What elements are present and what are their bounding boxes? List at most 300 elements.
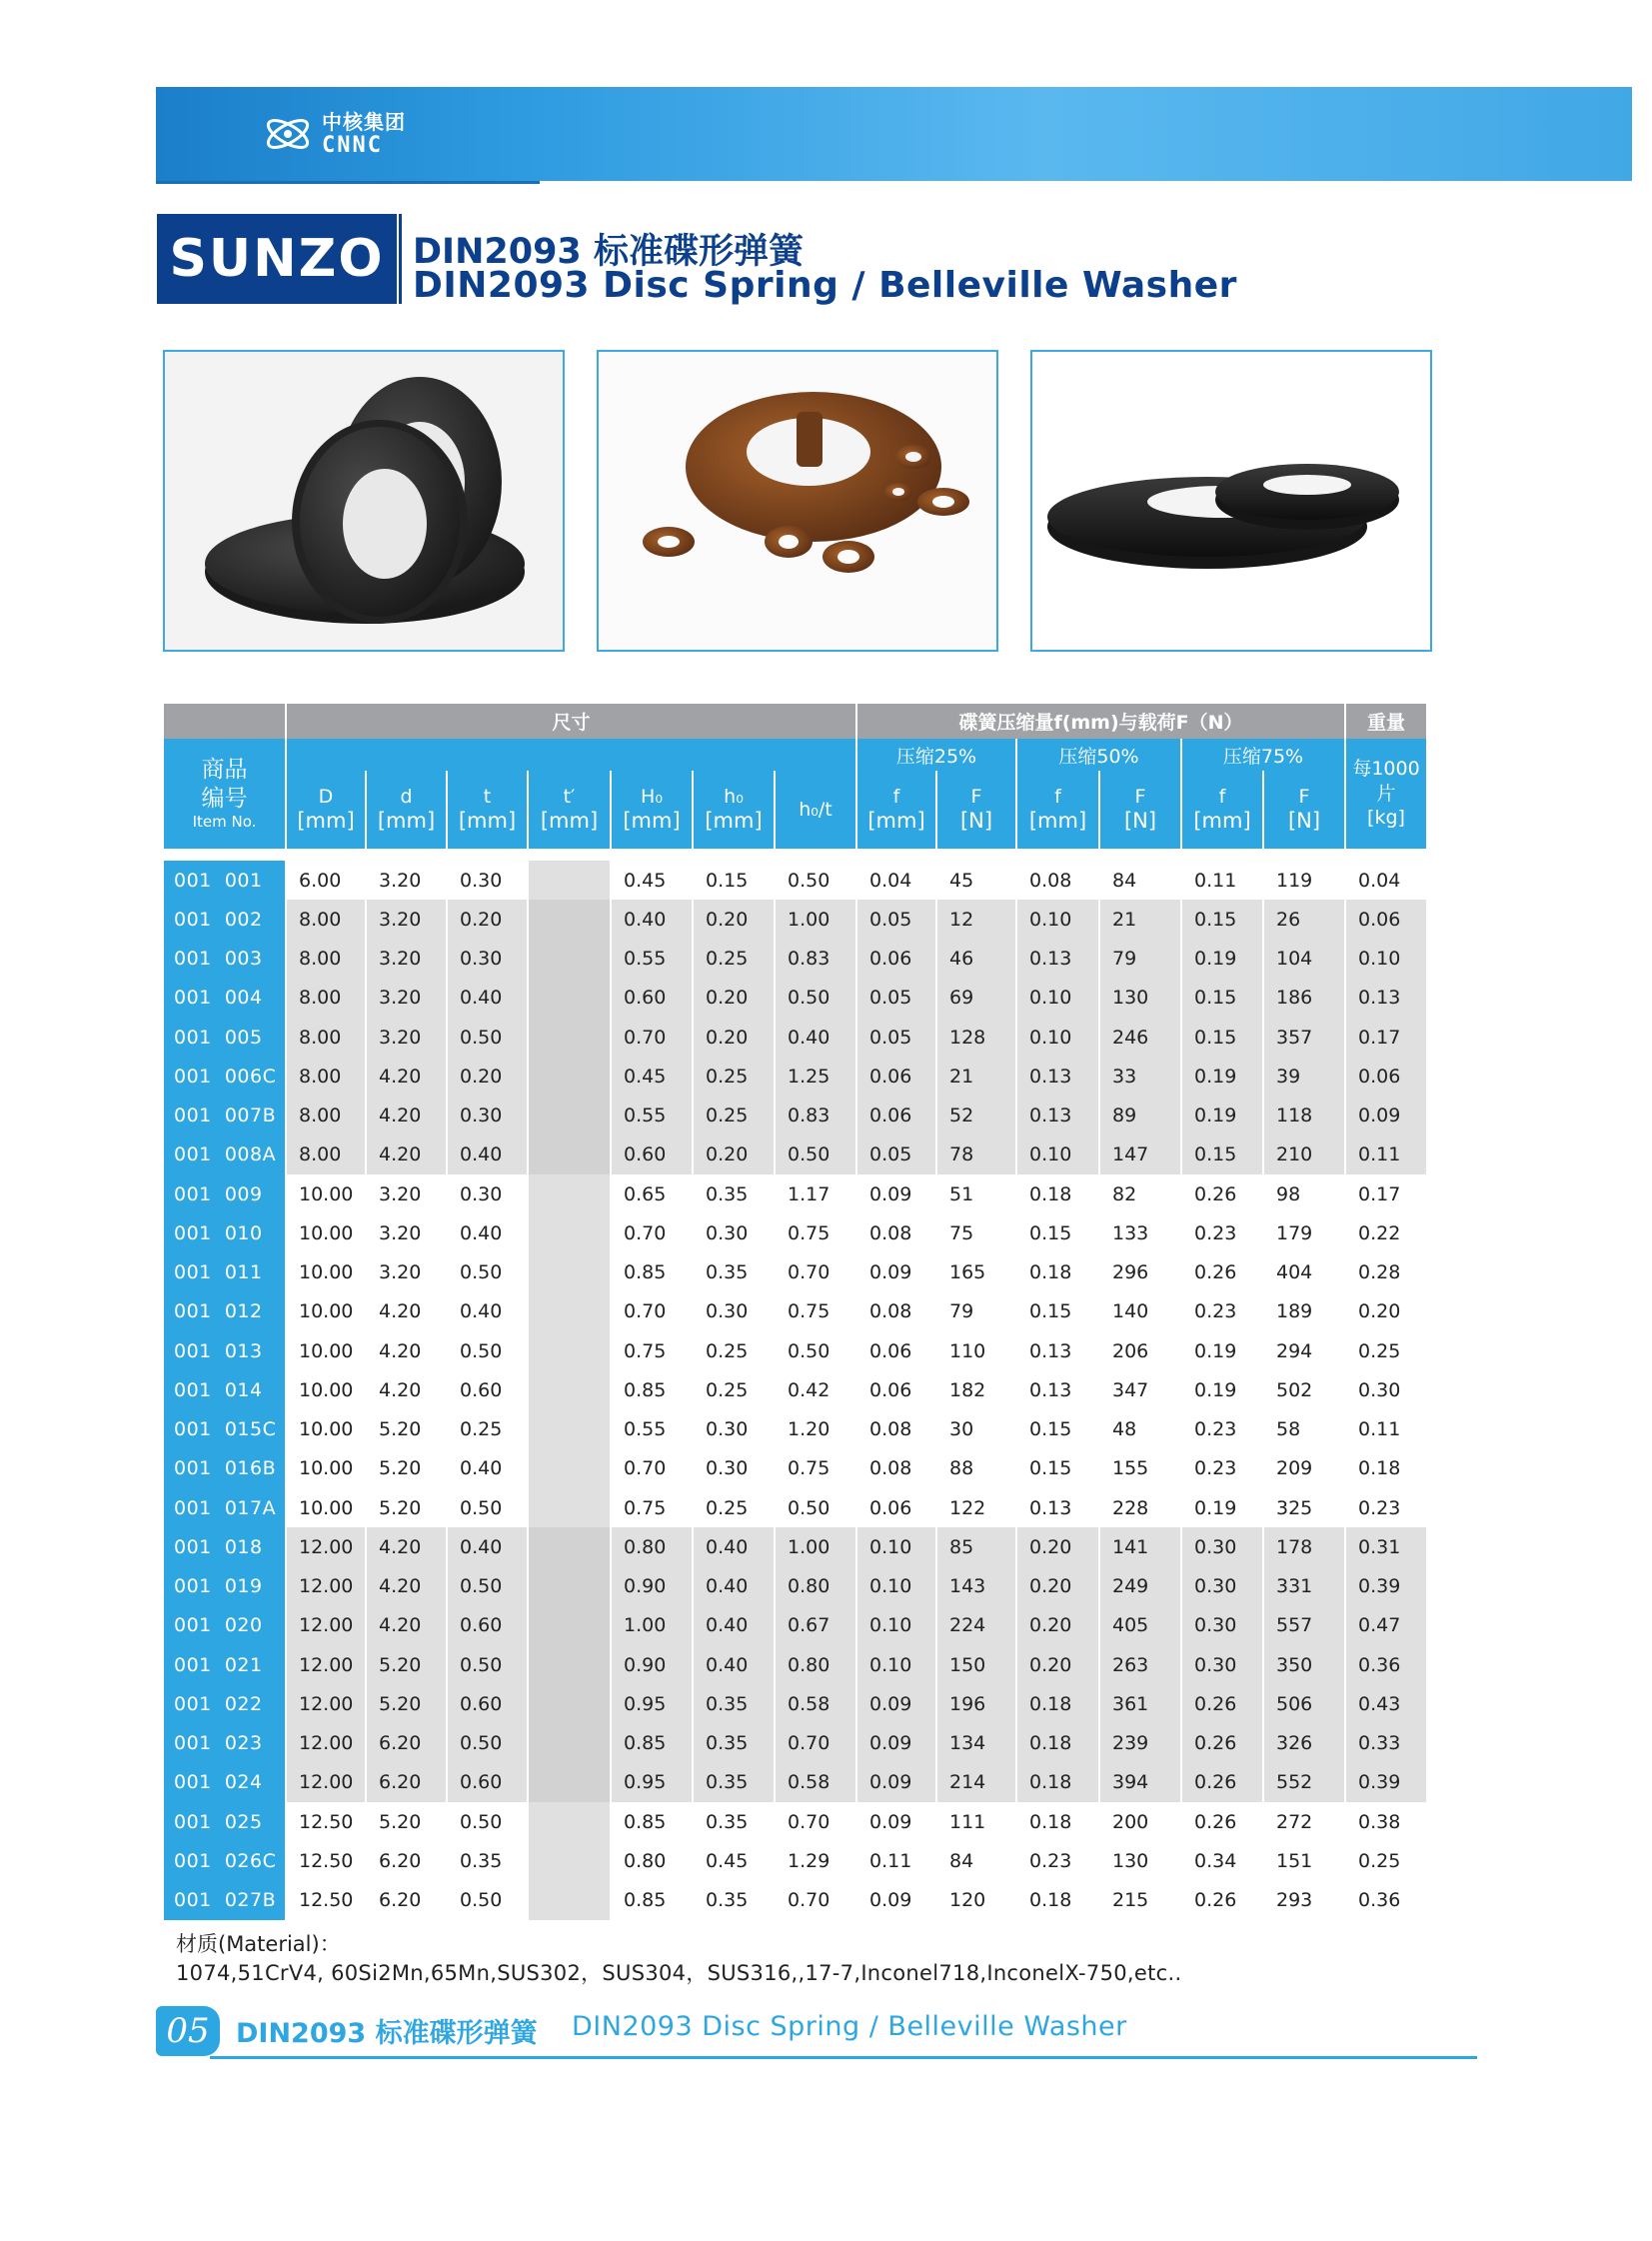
value-cell: 0.36	[1345, 1645, 1427, 1684]
value-cell: 0.60	[447, 1606, 528, 1645]
header-blank	[164, 704, 286, 739]
value-cell: 0.18	[1016, 1684, 1099, 1723]
value-cell: 296	[1099, 1253, 1181, 1292]
value-cell: 357	[1263, 1018, 1345, 1057]
material-list: 1074,51CrV4, 60Si2Mn,65Mn,SUS302，SUS304，SUS316,,17-7,Inconel718,InconelX-750,etc..	[176, 1961, 1182, 1985]
value-cell: 12.50	[286, 1881, 366, 1920]
value-cell: 214	[936, 1763, 1016, 1802]
value-cell: 0.18	[1016, 1763, 1099, 1802]
value-cell: 0.40	[775, 1018, 856, 1057]
item-number-cell: 001 021	[164, 1645, 286, 1684]
value-cell: 0.09	[856, 1802, 936, 1841]
value-cell: 12.00	[286, 1606, 366, 1645]
value-cell: 128	[936, 1018, 1016, 1057]
value-cell: 3.20	[366, 1213, 447, 1252]
col-header-unit: [N]	[1287, 808, 1321, 833]
value-cell: 0.42	[775, 1370, 856, 1409]
value-cell: 4.20	[366, 1057, 447, 1096]
value-cell: 0.55	[611, 1410, 693, 1449]
tprime-cell	[528, 1488, 611, 1527]
value-cell: 0.20	[693, 1135, 775, 1174]
value-cell: 0.80	[775, 1567, 856, 1606]
value-cell: 3.20	[366, 900, 447, 939]
item-number-cell: 001 007B	[164, 1097, 286, 1135]
value-cell: 228	[1099, 1488, 1181, 1527]
value-cell: 0.39	[1345, 1567, 1427, 1606]
value-cell: 1.00	[611, 1606, 693, 1645]
value-cell: 0.50	[447, 1253, 528, 1292]
header-size-sub	[286, 739, 856, 771]
value-cell: 0.55	[611, 1097, 693, 1135]
value-cell: 0.50	[775, 1488, 856, 1527]
col-header-name: D	[318, 786, 334, 808]
value-cell: 0.40	[693, 1645, 775, 1684]
value-cell: 8.00	[286, 900, 366, 939]
tprime-cell	[528, 1841, 611, 1880]
value-cell: 78	[936, 1135, 1016, 1174]
value-cell: 0.08	[856, 1213, 936, 1252]
value-cell: 0.20	[1016, 1567, 1099, 1606]
value-cell: 12.00	[286, 1684, 366, 1723]
value-cell: 0.50	[447, 1802, 528, 1841]
value-cell: 0.20	[1016, 1606, 1099, 1645]
value-cell: 3.20	[366, 1174, 447, 1213]
col-header-name: F	[1298, 786, 1310, 808]
value-cell: 0.40	[447, 1213, 528, 1252]
table-row	[164, 1488, 1427, 1527]
value-cell: 361	[1099, 1684, 1181, 1723]
value-cell: 0.40	[611, 900, 693, 939]
value-cell: 0.20	[693, 979, 775, 1018]
value-cell: 0.58	[775, 1763, 856, 1802]
value-cell: 0.70	[611, 1213, 693, 1252]
value-cell: 0.70	[611, 1292, 693, 1331]
value-cell: 0.15	[1016, 1449, 1099, 1488]
col-header-unit: [N]	[1123, 808, 1157, 833]
value-cell: 165	[936, 1253, 1016, 1292]
value-cell: 0.80	[611, 1841, 693, 1880]
value-cell: 6.20	[366, 1763, 447, 1802]
value-cell: 0.25	[693, 1331, 775, 1370]
value-cell: 1.29	[775, 1841, 856, 1880]
value-cell: 0.75	[611, 1331, 693, 1370]
col-header-unit: [mm]	[540, 808, 599, 833]
value-cell: 0.13	[1016, 1488, 1099, 1527]
value-cell: 79	[936, 1292, 1016, 1331]
value-cell: 404	[1263, 1253, 1345, 1292]
table-row	[164, 1527, 1427, 1566]
col-header-name: f	[1054, 786, 1061, 808]
value-cell: 122	[936, 1488, 1016, 1527]
header-weight-group: 重量	[1345, 704, 1427, 739]
value-cell: 209	[1263, 1449, 1345, 1488]
value-cell: 0.10	[856, 1645, 936, 1684]
value-cell: 4.20	[366, 1331, 447, 1370]
value-cell: 111	[936, 1802, 1016, 1841]
value-cell: 0.04	[1345, 861, 1427, 900]
value-cell: 326	[1263, 1724, 1345, 1763]
value-cell: 0.40	[693, 1567, 775, 1606]
value-cell: 6.20	[366, 1724, 447, 1763]
col-header-11	[1181, 771, 1263, 849]
value-cell: 30	[936, 1410, 1016, 1449]
value-cell: 33	[1099, 1057, 1181, 1096]
value-cell: 506	[1263, 1684, 1345, 1723]
value-cell: 0.15	[1181, 1135, 1263, 1174]
value-cell: 10.00	[286, 1410, 366, 1449]
table-row	[164, 1841, 1427, 1880]
value-cell: 10.00	[286, 1331, 366, 1370]
value-cell: 84	[1099, 861, 1181, 900]
value-cell: 0.05	[856, 900, 936, 939]
value-cell: 0.50	[447, 1881, 528, 1920]
col-header-unit: [mm]	[1028, 808, 1087, 833]
value-cell: 12.50	[286, 1841, 366, 1880]
value-cell: 0.08	[856, 1292, 936, 1331]
value-cell: 8.00	[286, 940, 366, 979]
table-row	[164, 1213, 1427, 1252]
value-cell: 1.17	[775, 1174, 856, 1213]
item-number-cell: 001 004	[164, 979, 286, 1018]
value-cell: 0.85	[611, 1253, 693, 1292]
cnnc-logo	[262, 107, 406, 161]
value-cell: 8.00	[286, 979, 366, 1018]
value-cell: 0.25	[693, 1488, 775, 1527]
value-cell: 347	[1099, 1370, 1181, 1409]
value-cell: 0.20	[693, 1018, 775, 1057]
value-cell: 39	[1263, 1057, 1345, 1096]
value-cell: 0.06	[856, 1331, 936, 1370]
value-cell: 0.09	[856, 1174, 936, 1213]
logo-cn-text: 中核集团	[322, 109, 406, 134]
value-cell: 0.70	[775, 1253, 856, 1292]
tprime-cell	[528, 1684, 611, 1723]
value-cell: 0.20	[1345, 1292, 1427, 1331]
atom-logo-icon	[262, 110, 314, 158]
item-number-cell: 001 016B	[164, 1449, 286, 1488]
tprime-cell	[528, 979, 611, 1018]
value-cell: 1.20	[775, 1410, 856, 1449]
item-number-cell: 001 017A	[164, 1488, 286, 1527]
value-cell: 3.20	[366, 979, 447, 1018]
value-cell: 0.40	[447, 979, 528, 1018]
value-cell: 182	[936, 1370, 1016, 1409]
value-cell: 0.50	[447, 1331, 528, 1370]
tprime-cell	[528, 1370, 611, 1409]
tprime-cell	[528, 900, 611, 939]
value-cell: 502	[1263, 1370, 1345, 1409]
value-cell: 0.17	[1345, 1174, 1427, 1213]
value-cell: 147	[1099, 1135, 1181, 1174]
value-cell: 4.20	[366, 1097, 447, 1135]
col-header-unit: [mm]	[867, 808, 925, 833]
tprime-cell	[528, 1253, 611, 1292]
value-cell: 0.25	[693, 940, 775, 979]
value-cell: 0.95	[611, 1684, 693, 1723]
value-cell: 0.30	[1181, 1567, 1263, 1606]
value-cell: 0.17	[1345, 1018, 1427, 1057]
value-cell: 0.23	[1345, 1488, 1427, 1527]
value-cell: 0.50	[447, 1018, 528, 1057]
value-cell: 1.25	[775, 1057, 856, 1096]
value-cell: 0.20	[1016, 1645, 1099, 1684]
col-header-4	[611, 771, 693, 849]
table-row	[164, 1018, 1427, 1057]
value-cell: 69	[936, 979, 1016, 1018]
value-cell: 0.09	[856, 1724, 936, 1763]
value-cell: 215	[1099, 1881, 1181, 1920]
value-cell: 0.13	[1016, 1370, 1099, 1409]
value-cell: 0.08	[856, 1410, 936, 1449]
header-weight-line1: 每1000	[1352, 757, 1420, 780]
material-label: 材质(Material)：	[176, 1932, 341, 1956]
col-header-5	[693, 771, 775, 849]
value-cell: 0.11	[1345, 1410, 1427, 1449]
value-cell: 0.09	[1345, 1097, 1427, 1135]
value-cell: 0.18	[1016, 1802, 1099, 1841]
value-cell: 0.90	[611, 1645, 693, 1684]
value-cell: 0.35	[693, 1684, 775, 1723]
item-number-cell: 001 011	[164, 1253, 286, 1292]
value-cell: 0.75	[775, 1213, 856, 1252]
value-cell: 0.50	[775, 1331, 856, 1370]
value-cell: 0.25	[447, 1410, 528, 1449]
value-cell: 10.00	[286, 1174, 366, 1213]
table-row	[164, 1724, 1427, 1763]
col-header-unit: [mm]	[297, 808, 355, 833]
table-row	[164, 1135, 1427, 1174]
table-row	[164, 1645, 1427, 1684]
value-cell: 0.18	[1345, 1449, 1427, 1488]
col-header-8	[936, 771, 1016, 849]
value-cell: 0.10	[1016, 1018, 1099, 1057]
value-cell: 85	[936, 1527, 1016, 1566]
value-cell: 178	[1263, 1527, 1345, 1566]
value-cell: 3.20	[366, 861, 447, 900]
value-cell: 0.47	[1345, 1606, 1427, 1645]
value-cell: 0.06	[1345, 1057, 1427, 1096]
item-number-cell: 001 001	[164, 861, 286, 900]
value-cell: 0.15	[1016, 1292, 1099, 1331]
tprime-cell	[528, 1449, 611, 1488]
header-comp75: 压缩75%	[1181, 739, 1345, 771]
value-cell: 0.45	[611, 861, 693, 900]
page-number: 05	[156, 2006, 220, 2056]
value-cell: 21	[1099, 900, 1181, 939]
col-header-name: t′	[563, 786, 576, 808]
value-cell: 0.15	[1181, 900, 1263, 939]
value-cell: 0.50	[447, 1645, 528, 1684]
value-cell: 0.60	[447, 1684, 528, 1723]
table-row	[164, 1763, 1427, 1802]
tprime-cell	[528, 861, 611, 900]
value-cell: 0.30	[447, 861, 528, 900]
value-cell: 3.20	[366, 1018, 447, 1057]
tprime-cell	[528, 1527, 611, 1566]
value-cell: 0.70	[775, 1881, 856, 1920]
value-cell: 246	[1099, 1018, 1181, 1057]
value-cell: 0.30	[1181, 1645, 1263, 1684]
value-cell: 0.30	[693, 1292, 775, 1331]
table-row	[164, 979, 1427, 1018]
header-size-group: 尺寸	[286, 704, 856, 739]
value-cell: 133	[1099, 1213, 1181, 1252]
value-cell: 405	[1099, 1606, 1181, 1645]
value-cell: 189	[1263, 1292, 1345, 1331]
item-number-cell: 001 025	[164, 1802, 286, 1841]
value-cell: 4.20	[366, 1370, 447, 1409]
banner-edge	[156, 181, 540, 184]
tprime-cell	[528, 1724, 611, 1763]
header-item-en: Item No.	[192, 813, 257, 832]
value-cell: 12	[936, 900, 1016, 939]
col-header-unit: [mm]	[705, 808, 763, 833]
value-cell: 5.20	[366, 1488, 447, 1527]
value-cell: 0.28	[1345, 1253, 1427, 1292]
item-number-cell: 001 027B	[164, 1881, 286, 1920]
value-cell: 0.18	[1016, 1881, 1099, 1920]
value-cell: 0.18	[1016, 1174, 1099, 1213]
col-header-6	[775, 771, 856, 849]
value-cell: 0.50	[775, 861, 856, 900]
value-cell: 0.08	[1016, 861, 1099, 900]
header-weight-unit	[1345, 739, 1427, 849]
value-cell: 552	[1263, 1763, 1345, 1802]
value-cell: 0.36	[1345, 1881, 1427, 1920]
value-cell: 0.50	[447, 1724, 528, 1763]
table-row	[164, 1331, 1427, 1370]
value-cell: 0.83	[775, 940, 856, 979]
value-cell: 0.20	[693, 900, 775, 939]
value-cell: 0.20	[447, 900, 528, 939]
value-cell: 0.25	[693, 1097, 775, 1135]
item-number-cell: 001 009	[164, 1174, 286, 1213]
value-cell: 0.30	[1181, 1606, 1263, 1645]
header-comp25: 压缩25%	[856, 739, 1016, 771]
value-cell: 5.20	[366, 1645, 447, 1684]
footer-rule	[210, 2056, 1477, 2059]
value-cell: 0.08	[856, 1449, 936, 1488]
value-cell: 0.35	[447, 1841, 528, 1880]
value-cell: 143	[936, 1567, 1016, 1606]
value-cell: 0.18	[1016, 1253, 1099, 1292]
tprime-cell	[528, 1292, 611, 1331]
value-cell: 0.26	[1181, 1684, 1263, 1723]
value-cell: 0.05	[856, 1135, 936, 1174]
value-cell: 0.45	[611, 1057, 693, 1096]
value-cell: 331	[1263, 1567, 1345, 1606]
value-cell: 5.20	[366, 1449, 447, 1488]
value-cell: 0.40	[693, 1606, 775, 1645]
value-cell: 0.35	[693, 1174, 775, 1213]
value-cell: 200	[1099, 1802, 1181, 1841]
tprime-cell	[528, 940, 611, 979]
value-cell: 141	[1099, 1527, 1181, 1566]
value-cell: 0.39	[1345, 1763, 1427, 1802]
col-header-9	[1016, 771, 1099, 849]
value-cell: 0.30	[693, 1410, 775, 1449]
value-cell: 0.34	[1181, 1841, 1263, 1880]
col-header-unit: [mm]	[1193, 808, 1251, 833]
value-cell: 0.20	[1016, 1527, 1099, 1566]
value-cell: 0.09	[856, 1684, 936, 1723]
value-cell: 0.05	[856, 979, 936, 1018]
col-header-unit: [mm]	[623, 808, 681, 833]
value-cell: 150	[936, 1645, 1016, 1684]
value-cell: 0.05	[856, 1018, 936, 1057]
value-cell: 0.10	[1016, 900, 1099, 939]
value-cell: 0.83	[775, 1097, 856, 1135]
col-header-12	[1263, 771, 1345, 849]
value-cell: 10.00	[286, 1488, 366, 1527]
value-cell: 0.15	[1181, 979, 1263, 1018]
value-cell: 0.50	[447, 1567, 528, 1606]
item-number-cell: 001 014	[164, 1370, 286, 1409]
table-row	[164, 1097, 1427, 1135]
value-cell: 0.30	[447, 1097, 528, 1135]
value-cell: 10.00	[286, 1292, 366, 1331]
value-cell: 8.00	[286, 1057, 366, 1096]
value-cell: 0.95	[611, 1763, 693, 1802]
tprime-cell	[528, 1567, 611, 1606]
value-cell: 4.20	[366, 1606, 447, 1645]
item-number-cell: 001 026C	[164, 1841, 286, 1880]
value-cell: 5.20	[366, 1684, 447, 1723]
value-cell: 0.11	[856, 1841, 936, 1880]
value-cell: 0.60	[447, 1370, 528, 1409]
item-number-cell: 001 003	[164, 940, 286, 979]
table-row	[164, 1057, 1427, 1096]
value-cell: 130	[1099, 1841, 1181, 1880]
table-row	[164, 1174, 1427, 1213]
product-photo-black-stack	[163, 350, 565, 652]
value-cell: 1.00	[775, 900, 856, 939]
col-header-10	[1099, 771, 1181, 849]
value-cell: 0.10	[1016, 1135, 1099, 1174]
value-cell: 4.20	[366, 1135, 447, 1174]
value-cell: 45	[936, 861, 1016, 900]
value-cell: 0.30	[693, 1213, 775, 1252]
value-cell: 0.35	[693, 1763, 775, 1802]
item-number-cell: 001 002	[164, 900, 286, 939]
value-cell: 0.23	[1016, 1841, 1099, 1880]
tprime-cell	[528, 1606, 611, 1645]
value-cell: 0.26	[1181, 1174, 1263, 1213]
footer-title-en: DIN2093 Disc Spring / Belleville Washer	[572, 2011, 1127, 2042]
value-cell: 0.60	[611, 979, 693, 1018]
value-cell: 0.30	[1345, 1370, 1427, 1409]
item-number-cell: 001 013	[164, 1331, 286, 1370]
value-cell: 84	[936, 1841, 1016, 1880]
value-cell: 293	[1263, 1881, 1345, 1920]
value-cell: 0.85	[611, 1802, 693, 1841]
item-number-cell: 001 018	[164, 1527, 286, 1566]
item-number-cell: 001 019	[164, 1567, 286, 1606]
value-cell: 120	[936, 1881, 1016, 1920]
header-item-no	[164, 739, 286, 849]
spec-table	[164, 704, 1428, 1920]
value-cell: 0.09	[856, 1253, 936, 1292]
value-cell: 0.35	[693, 1802, 775, 1841]
value-cell: 12.00	[286, 1763, 366, 1802]
col-header-unit: [mm]	[377, 808, 436, 833]
value-cell: 0.09	[856, 1881, 936, 1920]
value-cell: 0.35	[693, 1253, 775, 1292]
value-cell: 0.30	[447, 1174, 528, 1213]
value-cell: 0.11	[1181, 861, 1263, 900]
value-cell: 12.00	[286, 1527, 366, 1566]
tprime-cell	[528, 1174, 611, 1213]
